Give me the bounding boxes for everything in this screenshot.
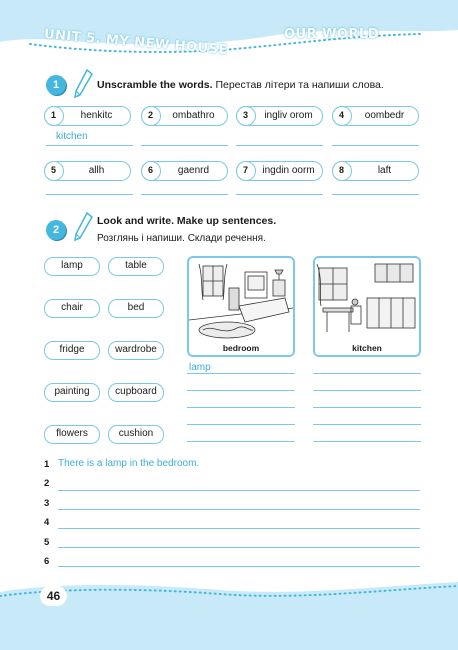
footer-band	[0, 578, 458, 650]
scramble-item	[44, 161, 131, 181]
answer-text: kitchen	[56, 131, 88, 142]
scrambled-word: oombedr	[364, 110, 405, 121]
answer-line[interactable]	[187, 424, 295, 425]
answer-line[interactable]	[313, 373, 421, 374]
scramble-item	[44, 106, 131, 126]
scramble-item	[332, 106, 419, 126]
exercise-2-instruction: Look and write. Make up sentences.	[97, 215, 277, 227]
scrambled-word: ombathro	[172, 110, 215, 121]
item-number: 8	[332, 161, 352, 181]
scrambled-word: laft	[377, 165, 392, 176]
item-number: 6	[141, 161, 161, 181]
answer-line[interactable]	[332, 145, 419, 146]
bedroom-picture	[187, 256, 295, 357]
word-pill: cupboard	[108, 383, 164, 402]
answer-line[interactable]	[313, 390, 421, 391]
item-number: 4	[332, 106, 352, 126]
word-pill: table	[108, 257, 164, 276]
item-number: 1	[44, 106, 64, 126]
bedroom-illustration	[189, 258, 293, 342]
answer-line[interactable]	[141, 194, 228, 195]
sentence-number: 2	[44, 478, 50, 489]
exercise-1-instruction	[97, 79, 384, 91]
pencil-icon	[72, 68, 94, 100]
sentence-number: 5	[44, 537, 50, 548]
item-number: 2	[141, 106, 161, 126]
answer-line[interactable]	[313, 441, 421, 442]
exercise-2-instruction-ua: Розглянь і напиши. Склади речення.	[97, 233, 266, 244]
item-number: 5	[44, 161, 64, 181]
word-pill: wardrobe	[108, 341, 164, 360]
sentence-line[interactable]	[58, 509, 420, 510]
answer-line[interactable]	[313, 407, 421, 408]
scramble-item	[236, 161, 323, 181]
sentence-line[interactable]	[58, 547, 420, 548]
answer-line[interactable]	[332, 194, 419, 195]
word-pill: painting	[44, 383, 100, 402]
answer-line[interactable]	[141, 145, 228, 146]
picture-answer-text: lamp	[189, 362, 211, 373]
sentence-line[interactable]	[58, 566, 420, 567]
sentence-number: 6	[44, 556, 50, 567]
word-pill: chair	[44, 299, 100, 318]
answer-line[interactable]	[236, 194, 323, 195]
kitchen-picture	[313, 256, 421, 357]
scrambled-word: henkitc	[80, 110, 113, 121]
item-number: 3	[236, 106, 256, 126]
word-pill: cushion	[108, 425, 164, 444]
scramble-item	[141, 106, 228, 126]
answer-line[interactable]	[313, 424, 421, 425]
exercise-1-badge: 1	[46, 75, 66, 95]
scrambled-word: allh	[88, 165, 105, 176]
sentence-text: There is a lamp in the bedroom.	[58, 458, 200, 469]
exercise-2-badge: 2	[46, 220, 66, 240]
instruction-ua: Перестав літери та напиши слова.	[215, 79, 384, 91]
scramble-item	[236, 106, 323, 126]
unit-title: UNIT 5. MY NEW HOUSE	[43, 27, 229, 59]
word-pill: fridge	[44, 341, 100, 360]
picture-label: kitchen	[315, 342, 419, 355]
word-pill: lamp	[44, 257, 100, 276]
sentence-line[interactable]	[58, 528, 420, 529]
answer-line[interactable]	[187, 390, 295, 391]
scramble-item	[141, 161, 228, 181]
answer-line[interactable]	[236, 145, 323, 146]
word-pill: bed	[108, 299, 164, 318]
answer-line[interactable]	[187, 373, 295, 374]
word-pill: flowers	[44, 425, 100, 444]
scrambled-word: ingliv orom	[264, 110, 313, 121]
answer-line[interactable]	[46, 194, 133, 195]
sentence-number: 3	[44, 498, 50, 509]
instruction-en: Unscramble the words.	[97, 79, 213, 91]
answer-line[interactable]	[187, 441, 295, 442]
section-title: OUR WORLD	[284, 27, 380, 42]
scramble-item	[332, 161, 419, 181]
kitchen-illustration	[315, 258, 419, 342]
picture-label: bedroom	[189, 342, 293, 355]
sentence-number: 1	[44, 459, 50, 470]
sentence-line[interactable]	[58, 490, 420, 491]
answer-line[interactable]	[46, 145, 133, 146]
answer-line[interactable]	[187, 407, 295, 408]
page-number: 46	[40, 586, 67, 606]
item-number: 7	[236, 161, 256, 181]
sentence-number: 4	[44, 517, 50, 528]
pencil-icon	[72, 211, 94, 243]
scrambled-word: gaenrd	[177, 165, 210, 176]
scrambled-word: ingdin oorm	[262, 165, 315, 176]
